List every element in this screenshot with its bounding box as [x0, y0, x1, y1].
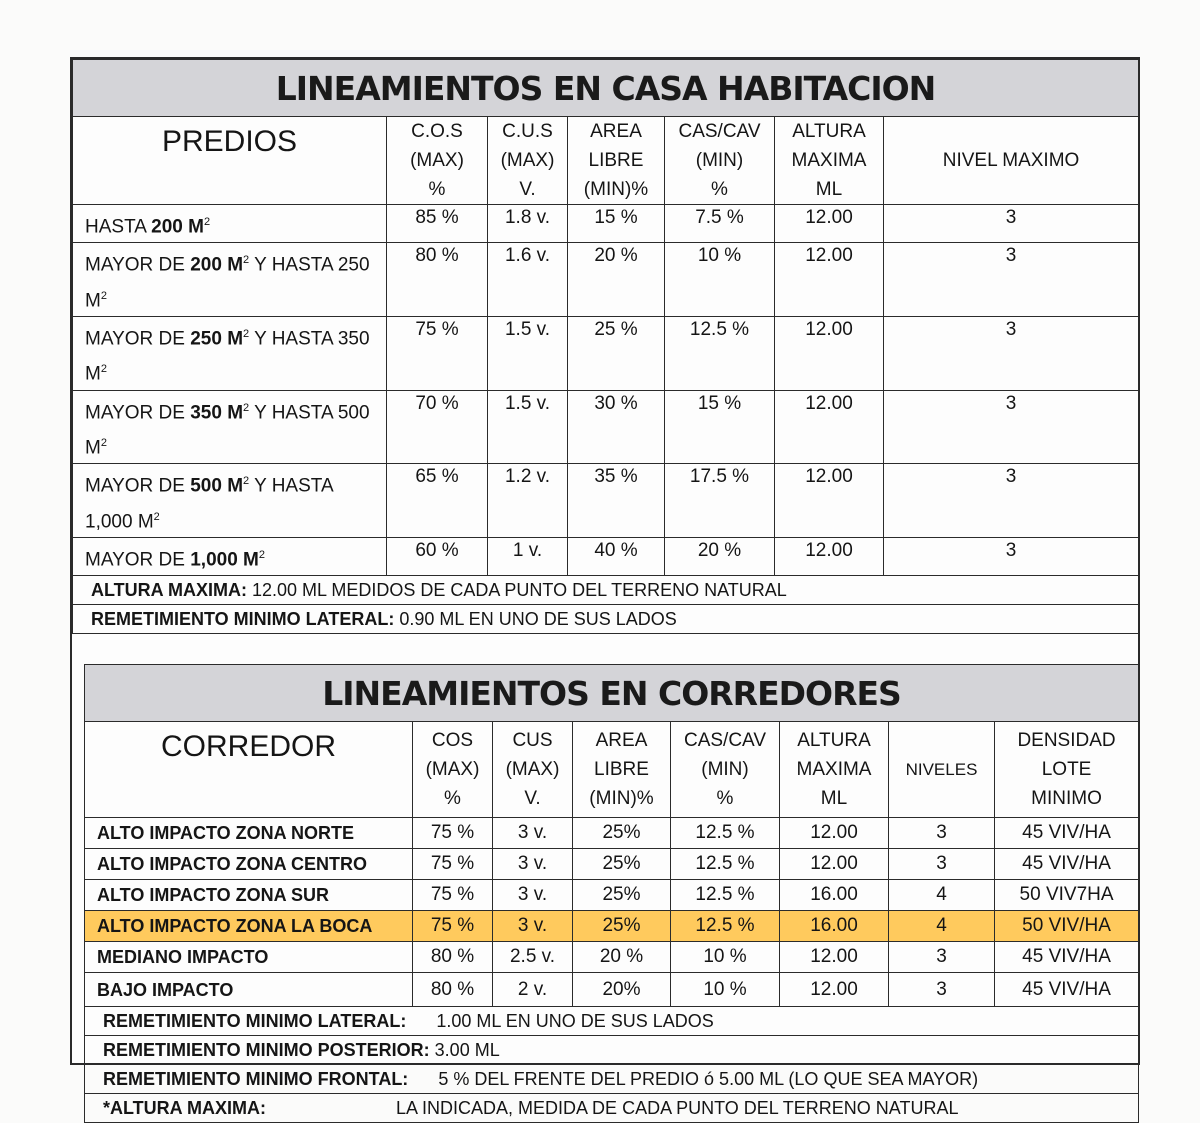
corredores-header-cus: CUS (MAX) V. — [493, 722, 573, 818]
table-cell: 45 VIV/HA — [995, 973, 1139, 1007]
row-label-prefix: MAYOR DE — [85, 549, 191, 571]
table-cell: 20 % — [573, 942, 671, 973]
table-cell: 10 % — [671, 942, 780, 973]
table-cell: 3 — [884, 390, 1139, 464]
superscript: 2 — [243, 475, 250, 488]
row-label-area: 250 M — [190, 328, 244, 350]
corredores-header-cos: COS (MAX) % — [413, 722, 493, 818]
table-cell: 60 % — [387, 537, 488, 575]
table-cell: 30 % — [568, 390, 665, 464]
corredores-header-niveles: NIVELES — [889, 722, 995, 818]
table-cell: 12.00 — [780, 942, 889, 973]
table-cell: 80 % — [387, 243, 488, 317]
table-row — [85, 849, 1139, 880]
row-label: ALTO IMPACTO ZONA SUR — [85, 880, 413, 911]
corredores-header-densidad: DENSIDAD LOTE MINIMO — [995, 722, 1139, 818]
casa-header-predios: PREDIOS — [73, 117, 387, 205]
superscript: 2 — [203, 216, 211, 228]
table-row — [73, 205, 1139, 243]
row-label — [73, 390, 387, 464]
table-cell: 12.5 % — [671, 849, 780, 880]
row-label-area: 1,000 M — [190, 549, 259, 571]
superscript: 2 — [243, 254, 250, 267]
table-cell: 70 % — [387, 390, 488, 464]
row-label — [73, 464, 387, 538]
table-cell: 50 VIV/HA — [995, 911, 1139, 942]
table-cell: 15 % — [665, 390, 775, 464]
row-label-prefix: MAYOR DE — [85, 401, 191, 423]
row-label-prefix: MAYOR DE — [85, 328, 191, 350]
table-cell: 1.6 v. — [488, 243, 568, 317]
table-cell: 75 % — [413, 849, 493, 880]
superscript: 2 — [258, 548, 265, 561]
row-label-prefix: HASTA — [85, 216, 152, 238]
table-cell: 25% — [573, 849, 671, 880]
table-cell: 10 % — [671, 973, 780, 1007]
superscript: 2 — [100, 436, 107, 449]
row-label — [73, 316, 387, 390]
table-cell: 80 % — [413, 942, 493, 973]
row-label-suffix: Y HASTA 500 M — [85, 401, 370, 459]
table-cell: 12.00 — [780, 973, 889, 1007]
corredores-note-lateral — [85, 1007, 1139, 1036]
table-cell: 2 v. — [493, 973, 573, 1007]
note-text: 0.90 ML EN UNO DE SUS LADOS — [394, 608, 677, 629]
note-text: 3.00 ML — [429, 1039, 500, 1060]
table-cell: 15 % — [568, 205, 665, 243]
casa-note-altura — [73, 576, 1139, 605]
table-cell: 17.5 % — [665, 464, 775, 538]
table-cell: 10 % — [665, 243, 775, 317]
table-cell: 1 v. — [488, 537, 568, 575]
casa-header-altura: ALTURA MAXIMA ML — [775, 117, 884, 205]
table-cell: 12.00 — [775, 464, 884, 538]
table-cell: 1.2 v. — [488, 464, 568, 538]
table-cell: 50 VIV7HA — [995, 880, 1139, 911]
table-cell: 16.00 — [780, 880, 889, 911]
table-cell: 3 — [884, 316, 1139, 390]
table-cell: 35 % — [568, 464, 665, 538]
table-cell: 3 — [889, 849, 995, 880]
table-cell: 25% — [573, 911, 671, 942]
superscript: 2 — [243, 401, 250, 414]
table-cell: 25 % — [568, 316, 665, 390]
table-cell: 4 — [889, 880, 995, 911]
table-cell: 2.5 v. — [493, 942, 573, 973]
table-cell: 4 — [889, 911, 995, 942]
row-label-suffix: Y HASTA 250 M — [85, 254, 370, 311]
superscript: 2 — [243, 327, 250, 340]
note-text: 1.00 ML EN UNO DE SUS LADOS — [406, 1010, 714, 1031]
table-cell: 12.5 % — [671, 818, 780, 849]
note-label: *ALTURA MAXIMA: — [103, 1097, 266, 1118]
casa-header-cas-cav: CAS/CAV (MIN) % — [665, 117, 775, 205]
note-label: ALTURA MAXIMA: — [91, 579, 247, 600]
row-label-suffix: Y HASTA 1,000 M — [85, 475, 333, 532]
casa-note-remetimiento — [73, 605, 1139, 634]
table-cell: 25% — [573, 880, 671, 911]
table-cell: 12.00 — [775, 537, 884, 575]
row-label: ALTO IMPACTO ZONA LA BOCA — [85, 911, 413, 942]
table-cell: 65 % — [387, 464, 488, 538]
corredores-header-altura: ALTURA MAXIMA ML — [780, 722, 889, 818]
row-label-prefix: MAYOR DE — [85, 475, 191, 497]
table-cell: 75 % — [413, 911, 493, 942]
corredores-note-frontal — [85, 1065, 1139, 1094]
table-cell: 85 % — [387, 205, 488, 243]
note-text: LA INDICADA, MEDIDA DE CADA PUNTO DEL TERRENO NATURAL — [265, 1097, 959, 1118]
table-cell: 25% — [573, 818, 671, 849]
casa-header-cos: C.O.S (MAX) % — [387, 117, 488, 205]
document-sheet — [70, 57, 1140, 1118]
casa-header-nivel-maximo: NIVEL MAXIMO — [884, 117, 1139, 205]
table-row — [85, 942, 1139, 973]
casa-habitacion-table — [72, 59, 1139, 634]
note-label: REMETIMIENTO MINIMO LATERAL: — [103, 1010, 407, 1031]
note-label: REMETIMIENTO MINIMO FRONTAL: — [103, 1068, 409, 1089]
row-label: ALTO IMPACTO ZONA NORTE — [85, 818, 413, 849]
table-row — [85, 880, 1139, 911]
table-cell: 3 — [884, 205, 1139, 243]
casa-header-cus: C.U.S (MAX) V. — [488, 117, 568, 205]
table-cell: 12.00 — [780, 849, 889, 880]
table-cell: 12.00 — [780, 818, 889, 849]
table-cell: 45 VIV/HA — [995, 849, 1139, 880]
row-label-area: 200 M — [151, 216, 204, 238]
table-cell: 3 — [884, 537, 1139, 575]
table-cell: 3 — [889, 942, 995, 973]
row-label — [73, 243, 387, 317]
row-label-suffix: Y HASTA 350 M — [85, 328, 370, 385]
table-row — [85, 818, 1139, 849]
table-cell: 3 — [889, 973, 995, 1007]
corredores-table — [84, 664, 1139, 1123]
table-cell: 12.5 % — [671, 880, 780, 911]
table-cell: 12.00 — [775, 316, 884, 390]
row-label-area: 200 M — [190, 254, 244, 276]
highlighted-row — [85, 911, 1139, 942]
note-label: REMETIMIENTO MINIMO POSTERIOR: — [103, 1039, 430, 1060]
table-cell: 12.00 — [775, 243, 884, 317]
table-row — [73, 316, 1139, 390]
note-text: 5 % DEL FRENTE DEL PREDIO ó 5.00 ML (LO QUE SEA MAYOR) — [408, 1068, 979, 1089]
casa-title: LINEAMIENTOS EN CASA HABITACION — [73, 60, 1139, 117]
table-cell: 3 v. — [493, 849, 573, 880]
row-label-area: 350 M — [190, 401, 244, 423]
corredores-header-corredor: CORREDOR — [85, 722, 413, 818]
row-label: BAJO IMPACTO — [85, 973, 413, 1007]
superscript: 2 — [153, 510, 160, 523]
table-cell: 3 — [884, 464, 1139, 538]
table-row — [73, 464, 1139, 538]
row-label: MEDIANO IMPACTO — [85, 942, 413, 973]
note-text: 12.00 ML MEDIDOS DE CADA PUNTO DEL TERRENO NATURAL — [246, 579, 787, 600]
table-cell: 1.8 v. — [488, 205, 568, 243]
table-cell: 12.00 — [775, 390, 884, 464]
table-cell: 1.5 v. — [488, 390, 568, 464]
corredores-note-altura — [85, 1094, 1139, 1123]
table-cell: 1.5 v. — [488, 316, 568, 390]
row-label — [73, 205, 387, 243]
corredores-header-row — [85, 722, 1139, 818]
table-cell: 75 % — [413, 818, 493, 849]
table-row — [73, 390, 1139, 464]
corredores-header-cas-cav: CAS/CAV (MIN) % — [671, 722, 780, 818]
table-row — [85, 973, 1139, 1007]
table-cell: 12.5 % — [671, 911, 780, 942]
row-label: ALTO IMPACTO ZONA CENTRO — [85, 849, 413, 880]
table-cell: 75 % — [413, 880, 493, 911]
table-cell: 3 — [884, 243, 1139, 317]
table-row — [73, 537, 1139, 575]
table-cell: 3 v. — [493, 911, 573, 942]
section-gap — [72, 634, 1138, 664]
table-cell: 20% — [573, 973, 671, 1007]
table-cell: 16.00 — [780, 911, 889, 942]
casa-header-row — [73, 117, 1139, 205]
corredores-title: LINEAMIENTOS EN CORREDORES — [85, 665, 1139, 722]
table-cell: 80 % — [413, 973, 493, 1007]
table-cell: 3 v. — [493, 880, 573, 911]
table-cell: 45 VIV/HA — [995, 818, 1139, 849]
table-cell: 40 % — [568, 537, 665, 575]
table-row — [73, 243, 1139, 317]
note-label: REMETIMIENTO MINIMO LATERAL: — [91, 608, 395, 629]
table-cell: 3 v. — [493, 818, 573, 849]
table-cell: 75 % — [387, 316, 488, 390]
corredores-note-posterior — [85, 1036, 1139, 1065]
table-cell: 7.5 % — [665, 205, 775, 243]
table-cell: 12.5 % — [665, 316, 775, 390]
corredores-header-area-libre: AREA LIBRE (MIN)% — [573, 722, 671, 818]
casa-header-area-libre: AREA LIBRE (MIN)% — [568, 117, 665, 205]
table-cell: 45 VIV/HA — [995, 942, 1139, 973]
superscript: 2 — [100, 289, 107, 302]
table-cell: 3 — [889, 818, 995, 849]
table-cell: 12.00 — [775, 205, 884, 243]
row-label — [73, 537, 387, 575]
table-cell: 20 % — [665, 537, 775, 575]
row-label-area: 500 M — [190, 475, 244, 497]
row-label-prefix: MAYOR DE — [85, 254, 191, 276]
table-cell: 20 % — [568, 243, 665, 317]
superscript: 2 — [100, 363, 107, 376]
